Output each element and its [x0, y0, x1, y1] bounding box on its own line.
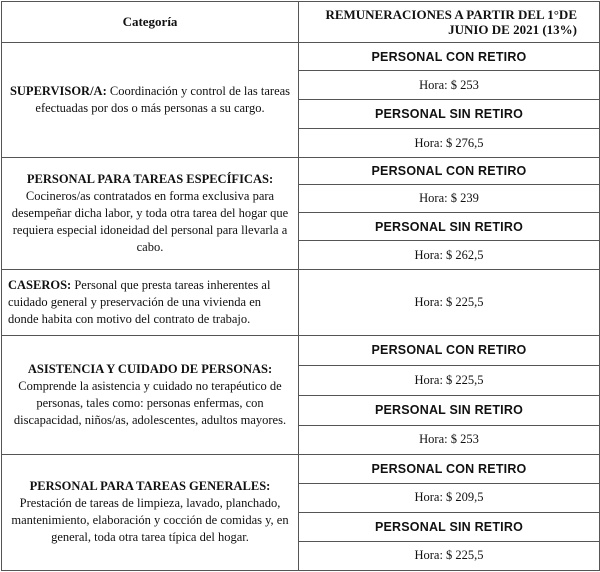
category-header: Categoría: [2, 2, 299, 43]
table-header-row: [2, 2, 600, 43]
category-description: Personal que presta tareas inherentes al cuidado general y preservación de una vivienda en donde habita con motivo del contrato de trabajo.: [8, 277, 271, 326]
category-cell: [2, 158, 299, 270]
category-title: PERSONAL PARA TAREAS GENERALES:: [29, 479, 271, 494]
sin-retiro-value: Hora: $ 262,5: [299, 241, 600, 270]
con-retiro-value: Hora: $ 225,5: [299, 365, 600, 395]
sin-retiro-label: PERSONAL SIN RETIRO: [299, 213, 600, 241]
con-retiro-label: PERSONAL CON RETIRO: [299, 43, 600, 71]
table-row: [2, 454, 600, 483]
remuneration-table: [1, 1, 600, 571]
remuneration-header-line-2: JUNIO DE 2021 (13%): [448, 22, 577, 38]
category-cell: [2, 335, 299, 454]
category-description: Prestación de tareas de limpieza, lavado, planchado, mantenimiento, elaboración y cocción de comidas y, en general, toda otra tarea típica del hogar.: [11, 496, 289, 545]
category-cell: [2, 270, 299, 335]
category-title: ASISTENCIA Y CUIDADO DE PERSONAS:: [27, 361, 273, 376]
category-description: Comprende la asistencia y cuidado no terapéutico de personas, tales como: personas enfermas, con discapacidad, niños/as, adolescentes, adultos mayores.: [13, 378, 287, 427]
sin-retiro-label: PERSONAL SIN RETIRO: [299, 100, 600, 129]
con-retiro-value: Hora: $ 253: [299, 71, 600, 100]
table-row: [2, 270, 600, 335]
sin-retiro-label: PERSONAL SIN RETIRO: [299, 512, 600, 541]
sin-retiro-value: Hora: $ 225,5: [299, 541, 600, 570]
category-description: Coordinación y control de las tareas efectuadas por dos o más personas a su cargo.: [35, 84, 291, 116]
table-row: [2, 158, 600, 185]
sin-retiro-value: Hora: $ 276,5: [299, 129, 600, 158]
single-value: Hora: $ 225,5: [299, 270, 600, 335]
category-cell: [2, 43, 299, 158]
category-title: CASEROS:: [8, 277, 72, 292]
category-title: SUPERVISOR/A:: [9, 84, 107, 99]
category-description: Cocineros/as contratados en forma exclusiva para desempeñar dicha labor, y toda otra tarea del hogar que requiera especial idoneidad del personal para llevarla a cabo.: [11, 189, 289, 255]
con-retiro-label: PERSONAL CON RETIRO: [299, 454, 600, 483]
remuneration-header: [299, 2, 600, 43]
con-retiro-value: Hora: $ 239: [299, 185, 600, 213]
category-cell: [2, 454, 299, 570]
con-retiro-label: PERSONAL CON RETIRO: [299, 335, 600, 365]
con-retiro-label: PERSONAL CON RETIRO: [299, 158, 600, 185]
remuneration-header-line-1: REMUNERACIONES A PARTIR DEL 1°DE: [325, 7, 577, 23]
sin-retiro-label: PERSONAL SIN RETIRO: [299, 395, 600, 425]
category-title: PERSONAL PARA TAREAS ESPECÍFICAS:: [26, 172, 274, 187]
con-retiro-value: Hora: $ 209,5: [299, 483, 600, 512]
sin-retiro-value: Hora: $ 253: [299, 425, 600, 454]
table-row: [2, 43, 600, 71]
table-row: [2, 335, 600, 365]
